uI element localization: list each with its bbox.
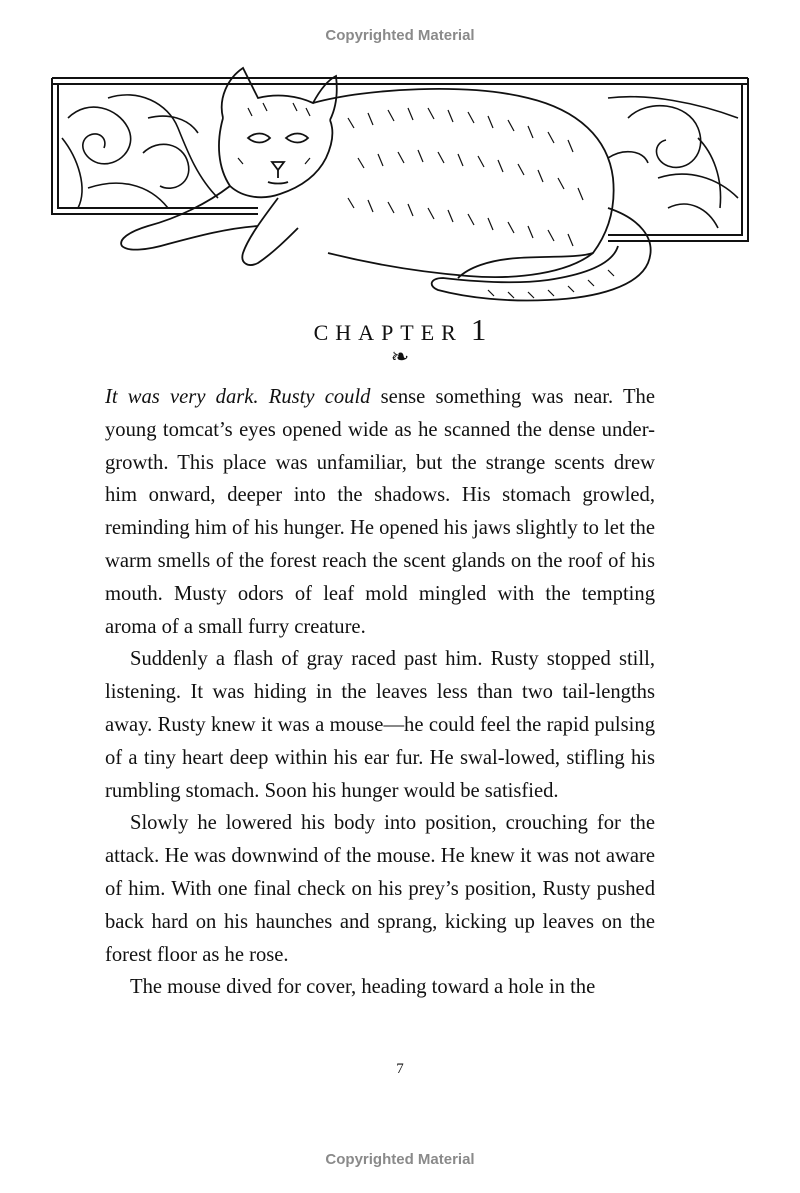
chapter-label: CHAPTER (313, 320, 463, 345)
chapter-illustration (48, 58, 752, 313)
chapter-number: 1 (470, 312, 487, 347)
paragraph-4: The mouse dived for cover, heading toward a hole in the (130, 976, 596, 999)
chapter-body (105, 381, 655, 1004)
copyright-watermark-top: Copyrighted Material (325, 27, 475, 44)
paragraph-1 (105, 381, 655, 643)
paragraph-2: Suddenly a flash of gray raced past him. Rusty stopped still, listening. It was hiding in the leaves less than two tail-lengths away. Rusty knew it was a mouse—he could feel the rapid pulsing of a tiny heart deep within his ear fur. He swal-lowed, stifling his rumbling stomach. Soon his hunger would be satisfied. (105, 648, 655, 802)
fleuron-icon: ❧ (390, 345, 410, 370)
copyright-watermark-bottom: Copyrighted Material (325, 1151, 475, 1168)
paragraph-3: Slowly he lowered his body into position, crouching for the attack. He was downwind of the mouse. He knew it was not aware of him. With one final check on his prey’s position, Rusty pushed back hard on his haunches and sprang, kicking up leaves on the forest floor as he rose. (105, 812, 655, 966)
page-number: 7 (396, 1061, 404, 1077)
cat-drawing (121, 68, 650, 301)
paragraph-1-text: sense something was near. The young tomcat’s eyes opened wide as he scanned the dense under-growth. This place was unfamiliar, but the strange scents drew him onward, deeper into the shadows. His stomach growled, reminding him of his hunger. He opened his jaws slightly to let the warm smells of the forest reach the scent glands on the roof of his mouth. Musty odors of leaf mold mingled with the tempting aroma of a small furry creature. (105, 386, 655, 638)
chapter-heading (0, 312, 800, 348)
opening-italic-phrase: It was very dark. Rusty could (105, 386, 371, 408)
